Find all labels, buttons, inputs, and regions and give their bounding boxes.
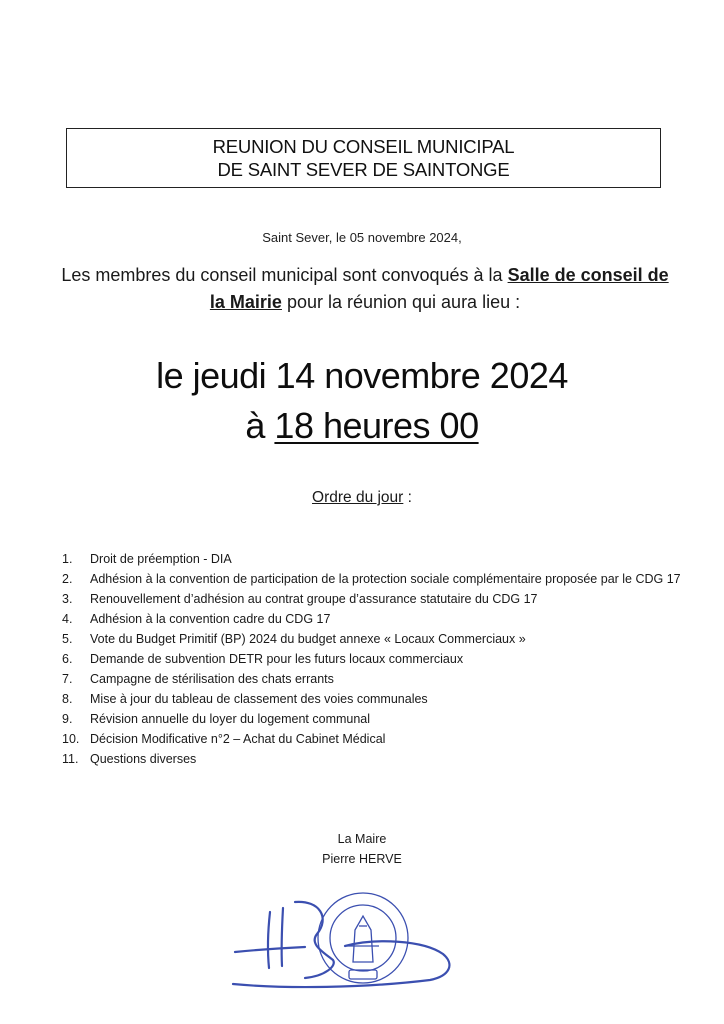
agenda-item-text: Demande de subvention DETR pour les futurs locaux commerciaux [90, 652, 464, 666]
agenda-item-number: 4. [62, 612, 73, 626]
agenda-item [62, 649, 702, 669]
agenda-item-text: Renouvellement d’adhésion au contrat groupe d’assurance statutaire du CDG 17 [90, 592, 538, 606]
agenda-heading [0, 489, 724, 507]
agenda-item [62, 669, 702, 689]
agenda-item-text: Décision Modificative n°2 – Achat du Cabinet Médical [90, 732, 386, 746]
agenda-item-text: Adhésion à la convention cadre du CDG 17 [90, 612, 331, 626]
meeting-date: le jeudi 14 novembre 2024 [156, 355, 568, 396]
convocation-text [60, 262, 670, 316]
agenda-item-number: 8. [62, 692, 73, 706]
meeting-time-prefix: à [245, 405, 275, 446]
title-box [66, 128, 661, 188]
agenda-item-number: 2. [62, 572, 73, 586]
agenda-item-text: Adhésion à la convention de participation de la protection sociale complémentaire proposée par le CDG 17 [90, 572, 681, 586]
agenda-item [62, 729, 702, 749]
agenda-item-number: 10. [62, 732, 80, 746]
agenda-item-number: 11. [62, 752, 79, 766]
agenda-item [62, 689, 702, 709]
agenda-item [62, 609, 702, 629]
agenda-item [62, 709, 702, 729]
agenda-item-text: Droit de préemption - DIA [90, 552, 232, 566]
agenda-item-text: Campagne de stérilisation des chats errants [90, 672, 334, 686]
agenda-item-text: Mise à jour du tableau de classement des voies communales [90, 692, 428, 706]
convocation-before: Les membres du conseil municipal sont convoqués à la [61, 265, 508, 285]
agenda-item [62, 749, 702, 769]
signatory-role: La Maire [337, 832, 387, 846]
meeting-time-line [0, 401, 724, 451]
agenda-item [62, 549, 702, 569]
handwritten-signature [233, 902, 449, 987]
agenda-item-number: 6. [62, 652, 73, 666]
signature-and-stamp [225, 890, 465, 1000]
agenda-heading-suffix: : [403, 489, 412, 506]
agenda-item [62, 589, 702, 609]
signatory-name: Pierre HERVE [322, 852, 402, 866]
agenda-item [62, 629, 702, 649]
agenda-item-text: Vote du Budget Primitif (BP) 2024 du budget annexe « Locaux Commerciaux » [90, 632, 526, 646]
agenda-item-number: 5. [62, 632, 73, 646]
dateline: Saint Sever, le 05 novembre 2024, [262, 230, 462, 245]
agenda-item-number: 7. [62, 672, 73, 686]
meeting-time: 18 heures 00 [274, 405, 479, 446]
agenda-list [62, 549, 702, 769]
agenda-item-number: 9. [62, 712, 73, 726]
agenda-heading-label: Ordre du jour [312, 489, 404, 506]
agenda-item [62, 569, 702, 589]
meeting-place: Salle de conseil de la Mairie [209, 265, 669, 312]
meeting-datetime [0, 351, 724, 451]
agenda-item-text: Questions diverses [90, 752, 197, 766]
title-line-1: REUNION DU CONSEIL MUNICIPAL [212, 136, 515, 157]
agenda-item-number: 3. [62, 592, 73, 606]
agenda-item-text: Révision annuelle du loyer du logement communal [90, 712, 371, 726]
convocation-after: pour la réunion qui aura lieu : [281, 292, 521, 312]
official-stamp [318, 893, 408, 983]
agenda-item-number: 1. [62, 552, 73, 566]
title-line-2: DE SAINT SEVER DE SAINTONGE [217, 159, 510, 180]
